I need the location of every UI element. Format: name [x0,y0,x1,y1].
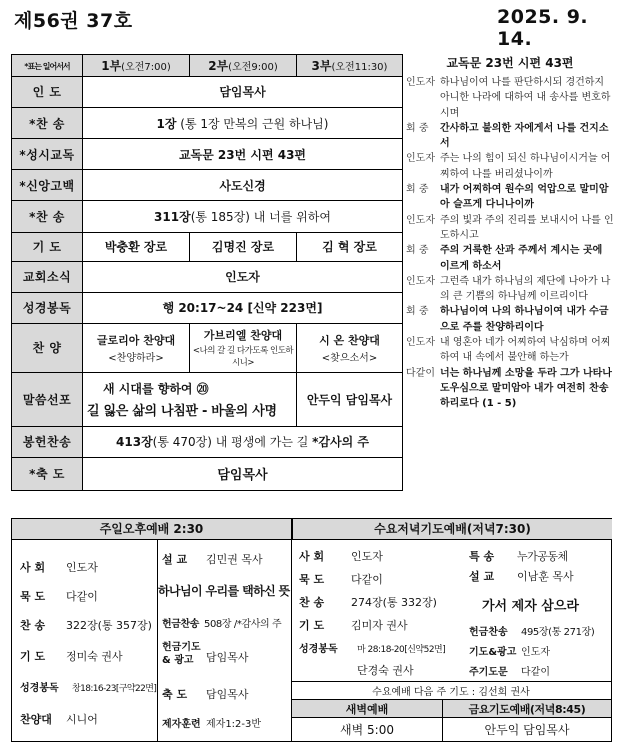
wednesday-lords-prayer: 주기도문 다같이 [469,667,550,678]
choir-gabriel: 가브리엘 찬양대 <나의 갈 길 다가도록 인도하시니> [190,323,297,372]
reading-text: 내가 어찌하여 원수의 억압으로 말미암아 슬프게 다니나이까 [440,184,609,211]
friday-service-leader: 안두익 담임목사 [484,723,570,737]
afternoon-prayer: 기 도 정미숙 권사 [20,650,123,663]
order-row-scripture: 성경봉독 행 20:17~24 [신약 223면] [12,292,403,323]
service-header-row [12,55,403,77]
reading-line [406,304,614,335]
order-row-news: 교회소식 인도자 [12,261,403,292]
reading-line [406,75,614,121]
choir-zion: 시 온 찬양대 <찾으소서> [297,323,403,372]
order-row-invocation: 인 도 담임목사 [12,76,403,107]
afternoon-silent-prayer: 묵 도 다같이 [20,590,98,603]
order-row-choir: 찬 양 글로리아 찬양대 <찬양하라> 가브리엘 찬양대 <나의 갈 길 다가도록 인도하시니> 시 온 찬양대 <찾으소서> [12,323,403,372]
reading-text: 주의 빛과 주의 진리를 보내시어 나를 인도하시고 [440,214,614,241]
sermon-subtitle: 새 시대를 향하여 ⑳ [103,381,209,396]
reading-line [406,366,614,412]
wednesday-sermon-title: 가서 제자 삼으라 [482,599,579,614]
reading-speaker: 인도자 [406,153,435,165]
order-row-benediction: *축 도 담임목사 [12,457,403,490]
choir-gloria: 글로리아 찬양대 <찬양하라> [83,323,190,372]
afternoon-discipleship: 제자훈련 제자1:2-3반 [162,719,262,730]
bulletin-date: 2025. 9. 14. [497,6,589,50]
service-2: 2부(오전9:00) [190,55,297,77]
reading-speaker: 회 중 [406,306,429,318]
reading-text: 주는 나의 힘이 되신 하나님이시거늘 어찌하여 나를 버리셨나이까 [440,153,611,180]
reading-lines [406,75,614,412]
reading-line [406,151,614,182]
reading-speaker: 다같이 [406,367,435,379]
sermon-title: 길 잃은 삶의 나침판 - 바울의 사명 [87,403,277,419]
order-row-responsive-reading: *성시교독 교독문 23번 시편 43편 [12,139,403,170]
afternoon-host: 사 회 인도자 [20,561,98,574]
wednesday-offering-hymn: 헌금찬송 495장(통 271장) [469,627,595,638]
wednesday-prayer: 기 도 김미자 권사 [299,619,408,632]
reading-line [406,182,614,213]
reading-text: 너는 하나님께 소망을 두라 그가 나타나 도우심으로 말미암아 내가 여전히 찬송하리로다 (1 - 5) [440,367,612,410]
afternoon-offering-hymn: 헌금찬송 508장 /*감사의 주 [162,619,282,630]
reading-speaker: 인도자 [406,337,435,349]
other-services-box: 주일오후예배 2:30 수요저녁기도예배(저녁7:30) 사 회 인도자 묵 도 다같이 찬 송 322장(통 357장) 기 도 정미숙 권사 성경봉독 창18:16-23[구약22면] 찬양대 시니어 설 교 김민권 목사 하나님이 우리를 택하신 뜻 헌금찬송 508장 /*감사의 주 헌금기도 & 광고 담임목사 축 도 담임목사 제자훈련 제자1:2-3반 사 회 인도자 묵 도 다같이 찬 송 274장(통 332장) 기 도 김미자 권사 성경봉독 마 28:18-20[신약52면] 단경숙 권사 특 송 누가공동체 설 교 이남훈 목사 가서 제자 삼으라 헌금찬송 495장(통 271장) 기도&광고 인도자 주기도문 다같이 수요예배 다음 주 기도 : 김선희 권사 새벽예배 금요기도예배(저녁8:45) 새벽 5:00 안두익 담임목사 [11,518,612,742]
reading-text: 그런즉 내가 하나님의 제단에 나아가 나의 큰 기쁨의 하나님께 이르리이다 [440,275,611,303]
afternoon-choir: 찬양대 시니어 [20,713,98,726]
next-wednesday-prayer: 수요예배 다음 주 기도 : 김선희 권사 [372,687,530,698]
afternoon-hymn: 찬 송 322장(통 357장) [20,619,152,632]
reading-line [406,243,614,274]
reading-line [406,213,614,244]
wednesday-service-title: 수요저녁기도예배(저녁7:30) [292,519,612,540]
wednesday-scripture-reader: 단경숙 권사 [357,664,414,677]
reading-title: 교독문 23번 시편 43편 [446,56,574,70]
afternoon-service-title: 주일오후예배 2:30 [12,519,291,540]
wednesday-hymn: 찬 송 274장(통 332장) [299,596,437,609]
reading-speaker: 인도자 [406,214,435,226]
wednesday-scripture: 성경봉독 마 28:18-20[신약52면] [299,644,446,655]
reading-speaker: 회 중 [406,122,429,134]
reading-speaker: 인도자 [406,275,435,287]
reading-speaker: 회 중 [406,245,429,257]
reading-speaker: 회 중 [406,184,429,196]
reading-text: 간사하고 불의한 자에게서 나를 건지소서 [440,122,609,150]
friday-service-title: 금요기도예배(저녁8:45) [468,703,586,716]
wednesday-special-song: 특 송 누가공동체 [469,550,568,563]
reading-text: 하나님이여 나의 하나님이여 내가 수금으로 주를 찬양하리이다 [440,306,609,333]
sermon-preacher: 안두익 담임목사 [297,372,403,426]
wednesday-host: 사 회 인도자 [299,550,383,563]
order-row-offering: 봉헌찬송 413장(통 470장) 내 평생에 가는 길 *감사의 주 [12,426,403,457]
reading-line [406,274,614,305]
dawn-service-time: 새벽 5:00 [340,723,394,737]
order-row-sermon: 말씀선포 새 시대를 향하여 ⑳ 길 잃은 삶의 나침판 - 바울의 사명 안두익 담임목사 [12,372,403,426]
reading-line [406,121,614,152]
afternoon-sermon-preacher: 설 교 김민권 목사 [162,553,263,566]
reading-line [406,335,614,366]
order-row-creed: *신앙고백 사도신경 [12,170,403,201]
afternoon-scripture: 성경봉독 창18:16-23[구약22면] [20,683,157,694]
service-1: 1부(오전7:00) [83,55,190,77]
service-3: 3부(오전11:30) [297,55,403,77]
reading-text: 하나님이여 나를 판단하시되 경건하지 아니한 나라에 대하여 내 송사를 변호하시며 [440,77,611,119]
reading-text: 내 영혼아 네가 어찌하여 낙심하며 어찌하여 내 속에서 불안해 하는가 [440,337,611,364]
standing-note: *표는 일어서서 [24,62,70,72]
responsive-reading [406,54,614,412]
reading-speaker: 인도자 [406,77,435,88]
wednesday-sermon-preacher: 설 교 이남훈 목사 [469,570,574,583]
afternoon-sermon-title: 하나님이 우리를 택하신 뜻 [158,584,290,598]
reading-text: 주의 거룩한 산과 주께서 계시는 곳에 이르게 하소서 [440,245,603,272]
worship-order-table [11,54,403,491]
volume-number: 제56권 37호 [14,10,133,32]
order-row-prayer: 기 도 박충환 장로 김명진 장로 김 혁 장로 [12,232,403,261]
wednesday-offering-prayer: 기도&광고 인도자 [469,647,550,658]
afternoon-offering-prayer: 헌금기도 & 광고 [162,642,201,666]
wednesday-silent-prayer: 묵 도 다같이 [299,573,383,586]
dawn-service-title: 새벽예배 [345,703,389,716]
order-row-hymn2: *찬 송 311장(통 185장) 내 너를 위하여 [12,201,403,232]
order-row-hymn1: *찬 송 1장 (통 1장 만복의 근원 하나님) [12,107,403,138]
afternoon-benediction: 축 도 담임목사 [162,688,249,701]
